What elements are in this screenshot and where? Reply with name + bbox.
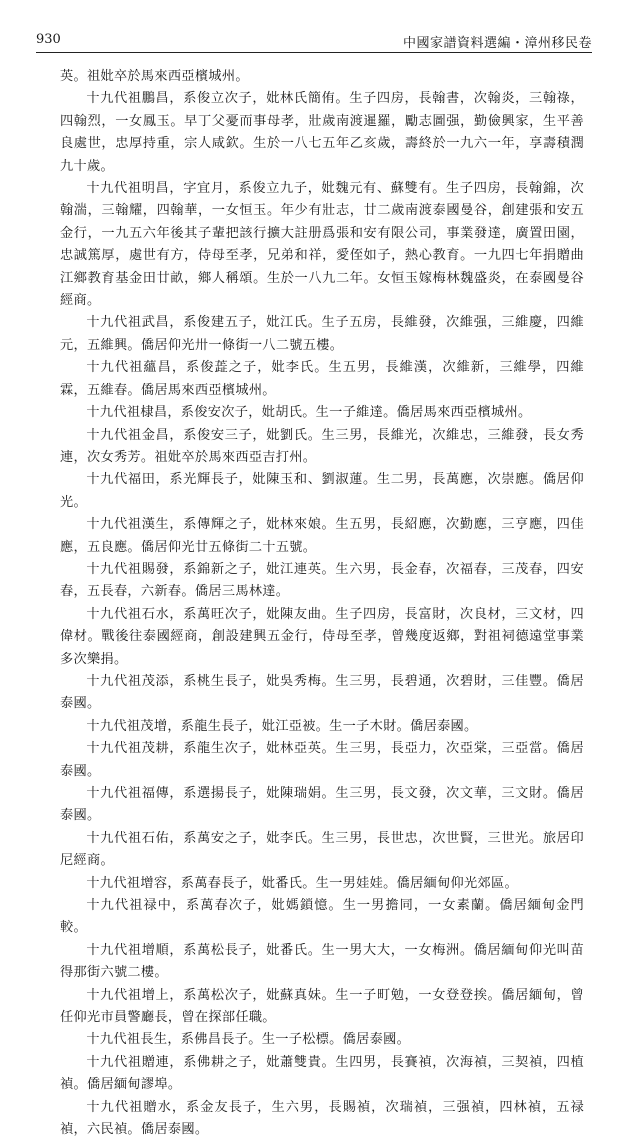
genealogy-paragraph: 十九代祖贈水，系金友長子，生六男，長賜禎，次瑞禎，三强禎，四林禎，五禄禎，六民禎。僑居泰國。 <box>60 1099 584 1138</box>
genealogy-paragraph: 十九代祖石佑，系萬安之子，妣李氏。生三男，長世忠，次世賢，三世光。旅居印尼經商。 <box>60 830 584 869</box>
genealogy-paragraph: 十九代祖茂添，系桃生長子，妣吳秀梅。生三男，長碧通，次碧財，三佳豐。僑居泰國。 <box>60 673 584 712</box>
genealogy-paragraph: 英。祖妣卒於馬來西亞檳城州。 <box>60 69 249 84</box>
genealogy-paragraph: 十九代祖茂增，系龍生長子，妣江亞被。生一子木財。僑居泰國。 <box>86 718 478 734</box>
genealogy-paragraph: 十九代祖增順，系萬松長子，妣番氏。生一男大大，一女梅洲。僑居緬甸仰光叫苗得那街六號二樓。 <box>60 942 584 981</box>
genealogy-paragraph: 十九代祖鵬昌，系俊立次子，妣林氏簡侑。生子四房，長翰書，次翰炎，三翰祿，四翰烈，一女鳳玉。早丁父憂而事母孝，壯歲南渡暹羅，勵志圖强，勤儉興家，生平善良處世，忠厚持重，宗人咸欽。生於一八七五年乙亥歲，壽終於一九六一年，享壽積潤九十歲。 <box>60 91 584 174</box>
page-body <box>60 66 584 1142</box>
genealogy-paragraph: 十九代祖增容，系萬春長子，妣番氏。生一男娃娃。僑居緬甸仰光郊區。 <box>86 875 518 891</box>
genealogy-paragraph: 十九代祖漢生，系傳輝之子，妣林來娘。生五男，長紹應，次勤應，三亨應，四佳應，五良應。僑居仰光廿五條街二十五號。 <box>60 517 584 555</box>
genealogy-paragraph: 十九代祖禄中，系萬春次子，妣媽鎖憶。生一男擔同，一女素蘭。僑居緬甸金門較。 <box>60 898 584 936</box>
genealogy-paragraph: 十九代祖贈連，系佛耕之子，妣蕭雙貴。生四男，長賽禎，次海禎，三契禎，四植禎。僑居緬甸謬埠。 <box>60 1054 584 1093</box>
genealogy-paragraph: 十九代祖茂耕，系龍生次子，妣林亞英。生三男，長亞力，次亞棠，三亞當。僑居泰國。 <box>60 741 584 779</box>
running-title: 中國家譜資料選編・漳州移民卷 <box>402 36 592 51</box>
genealogy-paragraph: 十九代祖明昌，字宜月，系俊立九子，妣魏元有、蘇雙有。生子四房，長翰錦，次翰湍，三翰耀，四翰華，一女恒玉。年少有壯志，廿二歲南渡泰國曼谷，創建張和安五金行，一九五六年後其子輩把該行擴大註册爲張和安有限公司，事業發達，廣置田園，忠誠篤厚，處世有方，侍母至孝，兄弟和祥，愛侄如子，熱心教育。一九四七年捐贈曲江鄉教育基金田廿畝，鄉人稱頌。生於一八九二年。女恒玉嫁梅林魏盛炎，在泰國曼谷經商。 <box>60 181 584 309</box>
genealogy-paragraph: 十九代祖武昌，系俊建五子，妣江氏。生子五房，長維發，次維强，三維慶，四維元，五維興。僑居仰光卅一條街一八二號五樓。 <box>60 315 584 353</box>
genealogy-paragraph: 十九代祖長生，系佛昌長子。生一子松標。僑居泰國。 <box>86 1032 411 1048</box>
genealogy-paragraph: 十九代祖福傳，系選揚長子，妣陳瑞娟。生三男，長文發，次文華，三文財。僑居泰國。 <box>60 786 584 824</box>
page-header <box>36 30 592 53</box>
genealogy-paragraph: 十九代祖賜發，系錦新之子，妣江連英。生六男，長金春，次福春，三茂春，四安春，五長春，六新春。僑居三馬林達。 <box>60 561 584 600</box>
genealogy-paragraph: 十九代祖棣昌，系俊安次子，妣胡氏。生一子維達。僑居馬來西亞檳城州。 <box>86 405 532 421</box>
genealogy-paragraph: 十九代福田，系光輝長子，妣陳玉和、劉淑蓮。生二男，長萬應，次崇應。僑居仰光。 <box>60 472 584 510</box>
genealogy-paragraph: 十九代祖石水，系萬旺次子，妣陳友曲。生子四房，長富財，次良材，三文材，四偉材。戰後往泰國經商，創設建興五金行，侍母至孝，曾幾度返鄉，對祖祠德遠堂事業多次樂捐。 <box>60 606 584 667</box>
genealogy-paragraph: 十九代祖金昌，系俊安三子，妣劉氏。生三男，長維光，次維忠，三維發，長女秀連，次女秀芳。祖妣卒於馬來西亞吉打州。 <box>60 427 584 465</box>
genealogy-paragraph: 十九代祖增上，系萬松次子，妣蘇真妹。生一子町勉，一女登登挨。僑居緬甸，曾任仰光市員警廳長，曾在探部任職。 <box>60 987 584 1026</box>
genealogy-paragraph: 十九代祖蘊昌，系俊蕋之子，妣李氏。生五男，長維漢，次維新，三維學，四維霖，五維春。僑居馬來西亞檳城州。 <box>60 360 584 398</box>
page-number: 930 <box>36 32 61 47</box>
